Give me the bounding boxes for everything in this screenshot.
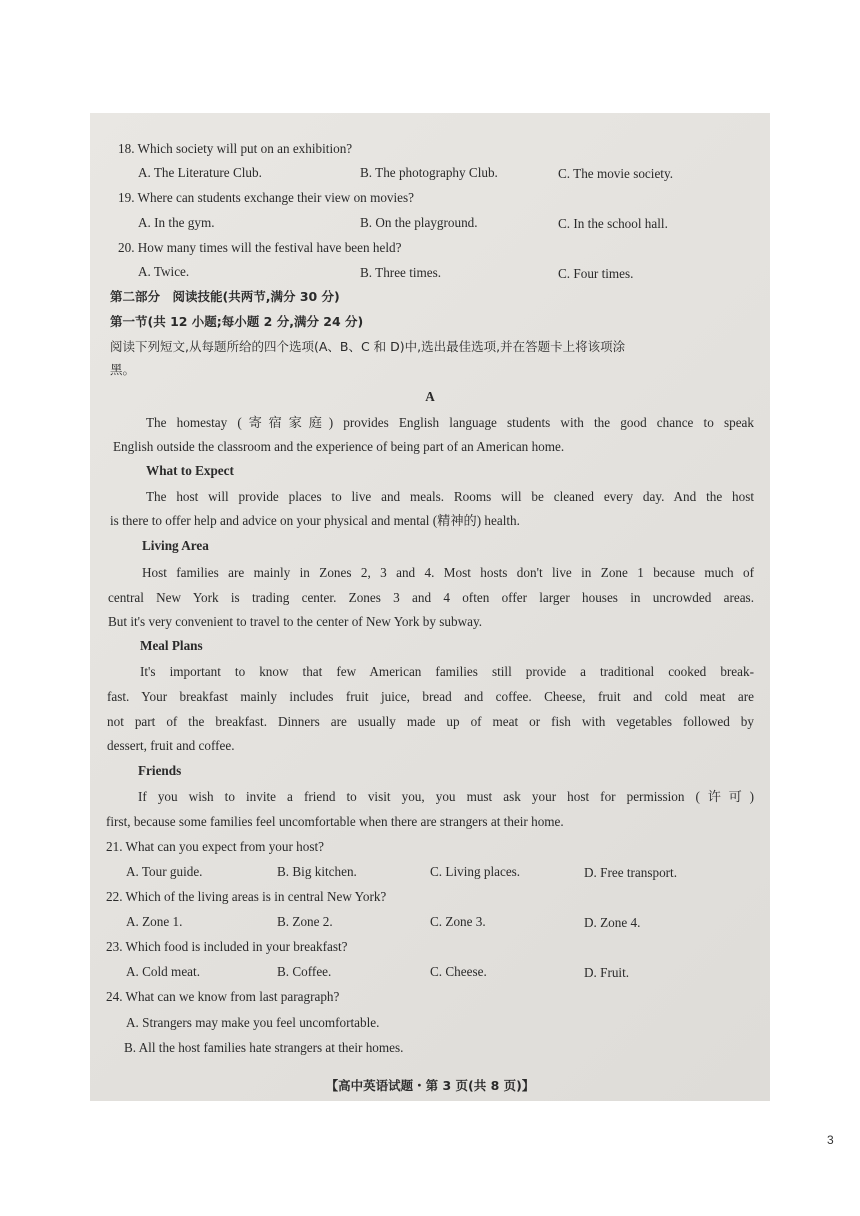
question-21: 21. What can you expect from your host? [106,839,325,854]
passage-intro-line-1: The homestay (寄宿家庭) provides English language students with the good chance to speak [146,415,754,430]
meal-line-3: not part of the breakfast. Dinners are usually made up of meat or fish with vegetables followed by [107,714,754,729]
q22-option-b: B. Zone 2. [277,914,333,929]
question-18: 18. Which society will put on an exhibition? [118,141,353,156]
page-number: 3 [827,1133,834,1147]
q21-option-d: D. Free transport. [584,865,678,880]
q19-option-a: A. In the gym. [138,215,215,230]
q23-option-d: D. Fruit. [584,965,630,980]
heading-living-area: Living Area [142,538,209,553]
instruction-line-2: 黑。 [110,362,136,377]
heading-what-to-expect: What to Expect [146,463,234,478]
passage-label: A [425,389,435,404]
q19-option-c: C. In the school hall. [558,216,668,231]
question-19: 19. Where can students exchange their view on movies? [118,190,415,205]
q18-option-b: B. The photography Club. [360,165,498,180]
q21-option-b: B. Big kitchen. [277,864,357,879]
q21-option-a: A. Tour guide. [126,864,203,879]
q22-option-a: A. Zone 1. [126,914,183,929]
q20-option-b: B. Three times. [360,265,442,280]
section-2-title: 第二部分 阅读技能(共两节,满分 30 分) [110,289,340,304]
q21-option-c: C. Living places. [430,864,521,879]
q24-option-b: B. All the host families hate strangers at their homes. [124,1040,404,1055]
page-footer: 【高中英语试题・第 3 页(共 8 页)】 [325,1078,535,1093]
q23-option-c: C. Cheese. [430,964,487,979]
living-line-2: central New York is trading center. Zones 3 and 4 often offer larger houses in uncrowded areas. [108,590,754,605]
friends-line-1: If you wish to invite a friend to visit you, you must ask your host for permission (许可) [138,789,754,804]
q23-option-b: B. Coffee. [277,964,332,979]
q24-option-a: A. Strangers may make you feel uncomfortable. [126,1015,380,1030]
living-line-1: Host families are mainly in Zones 2, 3 and 4. Most hosts don't live in Zone 1 because much of [142,565,754,580]
heading-meal-plans: Meal Plans [140,638,203,653]
q18-option-a: A. The Literature Club. [138,165,262,180]
q22-option-c: C. Zone 3. [430,914,486,929]
question-24: 24. What can we know from last paragraph? [106,989,340,1004]
heading-friends: Friends [138,763,182,778]
q20-option-a: A. Twice. [138,264,190,279]
question-20: 20. How many times will the festival have been held? [118,240,402,255]
living-line-3: But it's very convenient to travel to the center of New York by subway. [108,614,482,629]
friends-line-2: first, because some families feel uncomfortable when there are strangers at their home. [106,814,564,829]
meal-line-4: dessert, fruit and coffee. [107,738,235,753]
expect-line-2: is there to offer help and advice on your physical and mental (精神的) health. [110,513,520,528]
q22-option-d: D. Zone 4. [584,915,641,930]
meal-line-2: fast. Your breakfast mainly includes fruit juice, bread and coffee. Cheese, fruit and cold meat are [107,689,754,704]
question-22: 22. Which of the living areas is in central New York? [106,889,387,904]
q23-option-a: A. Cold meat. [126,964,200,979]
q18-option-c: C. The movie society. [558,166,674,181]
section-1-subtitle: 第一节(共 12 小题;每小题 2 分,满分 24 分) [110,314,364,329]
expect-line-1: The host will provide places to live and meals. Rooms will be cleaned every day. And the host [146,489,754,504]
q20-option-c: C. Four times. [558,266,634,281]
meal-line-1: It's important to know that few American families still provide a traditional cooked break- [140,664,754,679]
q19-option-b: B. On the playground. [360,215,478,230]
instruction-line-1: 阅读下列短文,从每题所给的四个选项(A、B、C 和 D)中,选出最佳选项,并在答题卡上将该项涂 [110,339,626,354]
passage-intro-line-2: English outside the classroom and the experience of being part of an American home. [113,439,565,454]
question-23: 23. Which food is included in your breakfast? [106,939,348,954]
scanned-exam-page [90,113,770,1101]
